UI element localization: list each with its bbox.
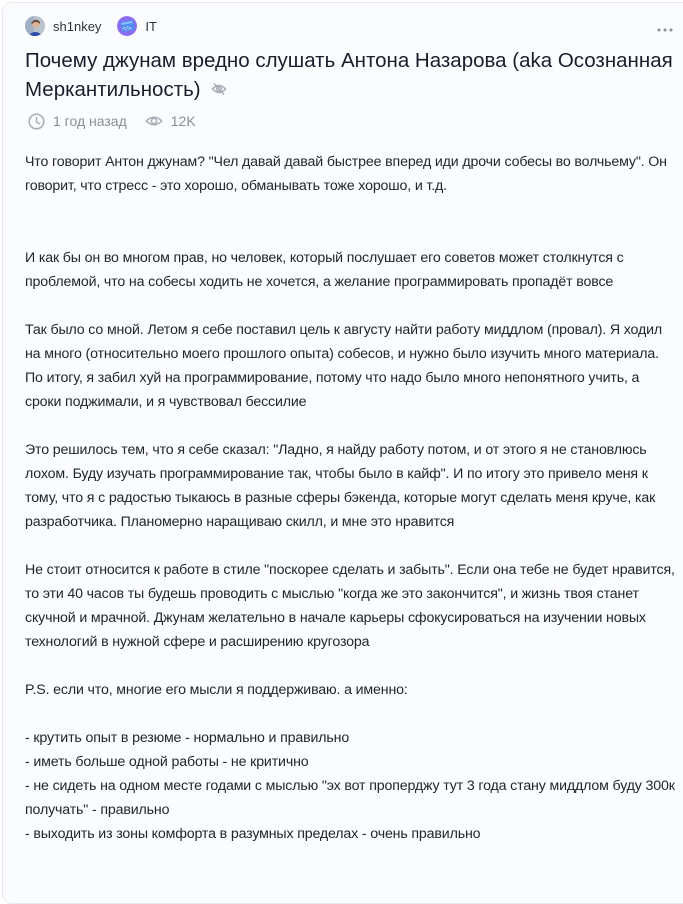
clock-icon <box>28 113 45 130</box>
more-options-button[interactable] <box>652 22 678 38</box>
user-avatar[interactable] <box>25 16 45 36</box>
author-name: sh1nkey <box>53 18 102 34</box>
paragraph: Так было со мной. Летом я себе поставил цель к августу найти работу миддлом (провал). Я ходил на много (относительно моего прошлого опыта) собесов, и нужно было изучить много материала. По итогу, я забил хуй на программирование, потому что надо было много непонятного учить, а сроки поджимали, и я чувствовал бессилие <box>25 322 666 410</box>
list-item: - крутить опыт в резюме - нормально и правильно <box>25 730 350 746</box>
post-header <box>25 15 157 37</box>
post-time <box>28 113 127 130</box>
paragraph: Не стоит относится к работе в стиле "поскорее сделать и забыть". Если она тебе не будет нравится, то эти 40 часов ты будешь проводить с мыслью "когда же это закончится", и жизнь твоя станет скучной и мрачной. Джунам желательно в начале карьеры сфокусироваться на изучении новых технологий в нужной сфере и расширению кругозора <box>25 562 679 650</box>
list-item: - иметь больше одной работы - не критично <box>25 754 309 770</box>
post-views <box>145 113 196 129</box>
post-title-text: Почему джунам вредно слушать Антона Назарова (aka Осознанная Меркантильность) <box>25 49 673 101</box>
community-link[interactable] <box>117 16 157 36</box>
eye-off-icon <box>211 75 227 104</box>
paragraph: Что говорит Антон джунам? "Чел давай давай быстрее вперед иди дрочи собесы во волчьему". Он говорит, что стресс - это хорошо, обманывать тоже хорошо, и т.д. <box>25 154 671 194</box>
more-horizontal-icon <box>657 28 673 32</box>
post-views-count: 12K <box>170 113 196 129</box>
eye-icon <box>145 114 163 128</box>
community-name: IT <box>145 18 157 34</box>
svg-text:</>: </> <box>122 26 133 32</box>
post-meta <box>28 111 196 131</box>
list-item: - не сидеть на одном месте годами с мыслью "эх вот проперджу тут 3 года стану миддлом буду 300к получать" - правильно <box>25 778 679 818</box>
post-time-text: 1 год назад <box>53 113 127 129</box>
post-title[interactable] <box>25 46 675 104</box>
post-body <box>25 150 677 846</box>
paragraph: И как бы он во многом прав, но человек, который послушает его советов может столкнутся с проблемой, что на собесы ходить не хочется, а желание программировать пропадёт вовсе <box>25 250 628 290</box>
paragraph: P.S. если что, многие его мысли я поддерживаю. а именно: <box>25 682 408 698</box>
community-avatar-it[interactable] <box>117 16 137 36</box>
list-item: - выходить из зоны комфорта в разумных пределах - очень правильно <box>25 826 481 842</box>
author-link[interactable] <box>25 16 101 36</box>
paragraph: Это решилось тем, что я себе сказал: "Ладно, я найду работу потом, и от этого я не становлюсь лохом. Буду изучать программирование так, чтобы было в кайф". И по итогу это привело меня к тому, что я с радостью тыкаюсь в разные сферы бэкенда, которые могут сделать меня круче, как разработчика. Планомерно наращиваю скилл, и мне это нравится <box>25 442 659 530</box>
